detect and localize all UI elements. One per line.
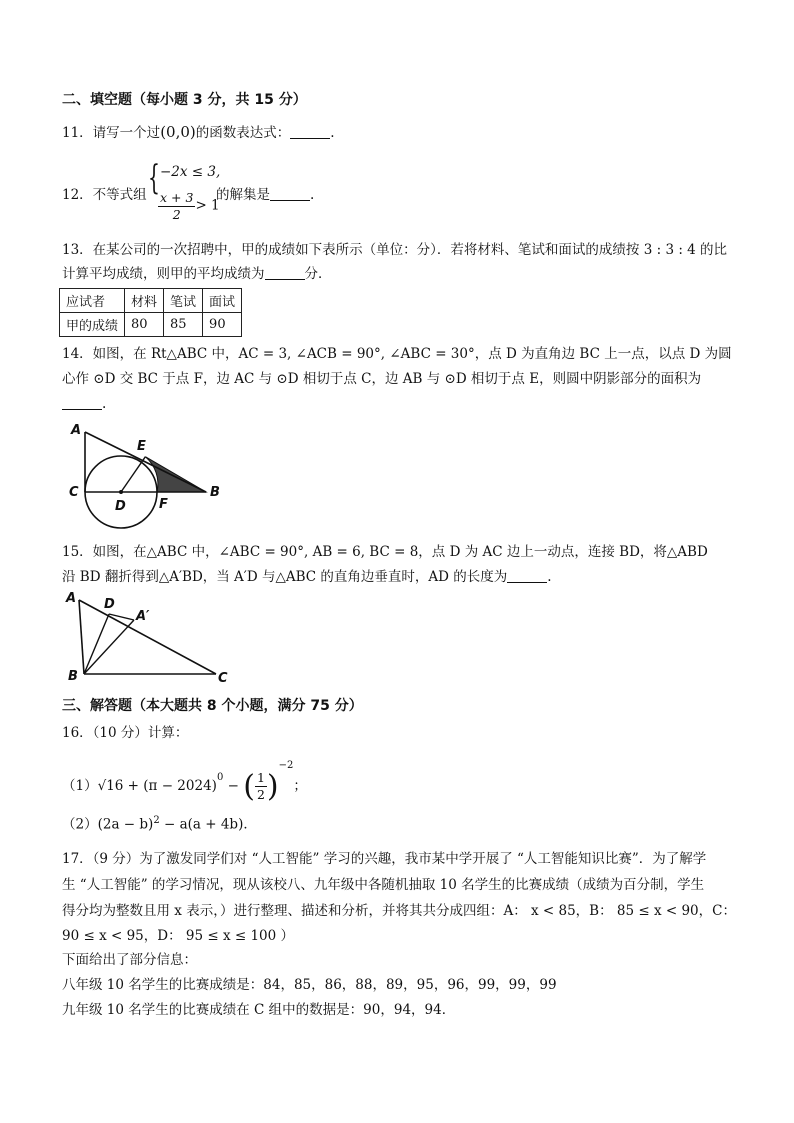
q15-answer-blank[interactable] xyxy=(507,570,547,583)
q13-line-2b: 分． xyxy=(304,266,332,282)
q16-head: 16．（10 分）计算： xyxy=(62,725,189,741)
q15-line-1: 15．如图，在△ABC 中，∠ABC = 90°, AB = 6, BC = 8，点 D 为 AC 边上一动点，连接 BD，将△ABD xyxy=(62,544,708,560)
q12-inequality-2 xyxy=(158,190,220,222)
label-c: C xyxy=(218,671,228,686)
label-a: A xyxy=(71,423,82,438)
q12-inequality-1: −2x ≤ 3, xyxy=(160,164,221,180)
q12-gt: > 1 xyxy=(195,197,220,214)
q16-p1-lparen: ( xyxy=(243,768,255,804)
q14-end: . xyxy=(102,396,107,412)
q11-answer-blank[interactable] xyxy=(290,126,330,139)
q16-p1-num: 1 xyxy=(256,770,265,786)
label-a-prime: A′ xyxy=(136,609,150,624)
q11-text: 11．请写一个过 xyxy=(62,125,161,141)
q17-line-7: 九年级 10 名学生的比赛成绩在 C 组中的数据是：90，94，94． xyxy=(62,1002,456,1018)
q13-line-1: 13．在某公司的一次招聘中，甲的成绩如下表所示（单位：分）．若将材料、笔试和面试的成绩按 3 : 3 : 4 的比 xyxy=(62,242,728,258)
q12-frac-num: x + 3 xyxy=(160,190,194,205)
figure-14-triangle-circle xyxy=(65,420,235,530)
q16-p1-label: （1） xyxy=(62,778,98,795)
q15-line-2 xyxy=(62,569,552,586)
q17-line-5: 下面给出了部分信息： xyxy=(62,952,197,968)
q11-text2: 的函数表达式： xyxy=(195,125,291,141)
q13-line-2 xyxy=(62,266,332,283)
table-header-row xyxy=(60,289,242,313)
section-title-fill-in: 二、填空题（每小题 3 分，共 15 分） xyxy=(62,92,307,108)
q15-line-2b: . xyxy=(547,569,552,585)
label-d: D xyxy=(115,499,126,514)
q16-part-1 xyxy=(62,760,307,804)
q12-answer-blank[interactable] xyxy=(270,188,310,201)
q16-p1-rparen: ) xyxy=(266,768,279,804)
q11-end: . xyxy=(330,125,335,141)
q16-p1-exp0: 0 xyxy=(216,772,224,783)
q16-p2-expr-a: (2a − b) xyxy=(97,816,154,833)
side-ab xyxy=(79,600,84,674)
q17-line-6: 八年级 10 名学生的比赛成绩是：84，85，86，88，89，95，96，99，99，99 xyxy=(62,977,557,993)
label-b: B xyxy=(68,669,78,684)
label-d: D xyxy=(104,597,115,612)
q13-answer-blank[interactable] xyxy=(265,267,305,280)
table-cell: 90 xyxy=(203,313,242,337)
q16-p1-minus: − xyxy=(223,778,244,795)
q16-p2-expr-b: − a(a + 4b) xyxy=(159,816,244,833)
q16-p1-end: ； xyxy=(293,778,307,795)
q12-frac-den: 2 xyxy=(172,206,181,222)
table-header-cell: 材料 xyxy=(125,289,164,313)
q17-line-2: 生 “人工智能” 的学习情况，现从该校八、九年级中各随机抽取 10 名学生的比赛成绩（成绩为百分制，学生 xyxy=(62,877,705,893)
label-a: A xyxy=(66,591,77,606)
q14-answer-blank[interactable] xyxy=(62,397,102,410)
q11-point: (0,0) xyxy=(160,123,196,141)
table-header-cell: 笔试 xyxy=(164,289,203,313)
q14-line-3 xyxy=(62,396,106,413)
q12-prefix: 12．不等式组 xyxy=(62,187,147,203)
q17-line-1: 17．（9 分）为了激发同学们对 “人工智能” 学习的兴趣，我市某中学开展了 “人工智能知识比赛”．为了解学 xyxy=(62,851,707,867)
table-row xyxy=(60,313,242,337)
q16-p2-label: （2） xyxy=(62,816,98,833)
q16-p2-end: ． xyxy=(243,816,257,833)
q12-suffix-line xyxy=(216,187,314,204)
table-cell: 85 xyxy=(164,313,203,337)
q14-line-2: 心作 ⊙D 交 BC 于点 F，边 AC 与 ⊙D 相切于点 C，边 AB 与 ⊙D 相切于点 E，则圆中阴影部分的面积为 xyxy=(62,371,702,387)
q16-p1-exp: −2 xyxy=(278,760,294,771)
q13-score-table xyxy=(59,288,242,337)
center-d-point xyxy=(119,490,123,494)
q17-line-4: 90 ≤ x < 95，D： 95 ≤ x ≤ 100 ） xyxy=(62,928,295,944)
q16-part-2 xyxy=(62,815,257,833)
q15-line-2a: 沿 BD 翻折得到△A′BD，当 A′D 与△ABC 的直角边垂直时，AD 的长度为 xyxy=(62,569,508,585)
table-header-cell: 应试者 xyxy=(60,289,125,313)
q16-p2-exp: 2 xyxy=(153,815,160,826)
q13-line-2a: 计算平均成绩，则甲的平均成绩为 xyxy=(62,266,265,282)
label-e: E xyxy=(137,439,146,454)
q14-line-1: 14．如图，在 Rt△ABC 中，AC = 3, ∠ACB = 90°, ∠ABC = 30°，点 D 为直角边 BC 上一点，以点 D 为圆 xyxy=(62,346,732,362)
figure-15-fold xyxy=(62,588,237,688)
q16-p1-den: 2 xyxy=(256,787,265,802)
q17-line-3: 得分均为整数且用 x 表示，）进行整理、描述和分析，并将其共分成四组：A： x < 85，B： 85 ≤ x < 90，C： xyxy=(62,903,736,919)
table-cell: 80 xyxy=(125,313,164,337)
table-cell: 甲的成绩 xyxy=(60,313,125,337)
radius-de xyxy=(121,457,145,492)
label-c: C xyxy=(69,485,79,500)
question-11 xyxy=(62,123,335,142)
table-header-cell: 面试 xyxy=(203,289,242,313)
q16-p1-fraction xyxy=(255,770,267,802)
segment-bd xyxy=(84,614,109,674)
q16-p1-expr: √16 + (π − 2024) xyxy=(97,778,217,795)
section-title-solutions: 三、解答题（本大题共 8 个小题，满分 75 分） xyxy=(62,698,363,714)
label-b: B xyxy=(210,485,220,500)
q12-brace: { xyxy=(148,158,160,198)
label-f: F xyxy=(159,497,168,512)
q12-suffix: 的解集是 xyxy=(216,187,270,203)
q12-end: . xyxy=(310,187,315,203)
segment-ba1 xyxy=(84,620,134,674)
